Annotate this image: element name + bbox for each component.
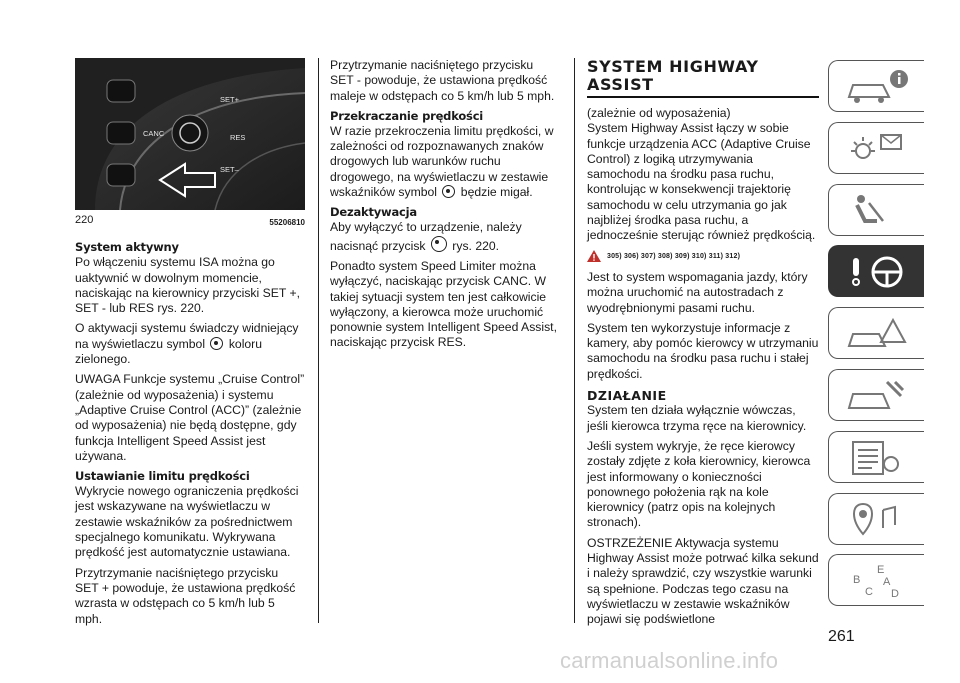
paragraph: System ten działa wyłącznie wówczas, jeśli kierowca trzyma ręce na kierownicy. bbox=[587, 403, 807, 433]
column-divider bbox=[574, 58, 575, 623]
steering-wheel-figure bbox=[75, 58, 305, 210]
index-alphabet-icon bbox=[843, 561, 913, 601]
tab-emergency[interactable] bbox=[828, 307, 924, 359]
heading-exceed: Przekraczanie prędkości bbox=[330, 108, 484, 123]
steering-controls-illustration bbox=[75, 58, 305, 210]
warning-references bbox=[587, 249, 819, 264]
paragraph: Po włączeniu systemu ISA można go uaktywnić w dowolnym momencie, naciskając na kierownicy przyciski SET +, SET - lub RES rys. 220. bbox=[75, 255, 300, 316]
cancel-label: CANC bbox=[143, 129, 165, 138]
text-fragment: koloru zielonego. bbox=[75, 336, 263, 367]
text-fragment: będzie migał. bbox=[460, 185, 533, 200]
text-fragment: rys. 220. bbox=[452, 238, 500, 253]
paragraph bbox=[330, 124, 560, 200]
paragraph: System Highway Assist łączy w sobie funkcje urządzenia ACC (Adaptive Cruise Control) z logiką utrzymywania samochodu na środku pasa ruchu, kontrolując w konsekwencji trajektorię samochodu w celu utrzymania go jak najbliżej środka pasa ruchu, a jednocześnie sterując również prędkością. bbox=[587, 121, 816, 243]
set-plus-label: SET+ bbox=[220, 95, 239, 104]
tab-index[interactable] bbox=[828, 554, 924, 606]
speed-limiter-icon bbox=[442, 185, 455, 198]
airbag-seat-icon bbox=[843, 191, 913, 231]
car-service-icon bbox=[843, 376, 913, 416]
figure-code: 55206810 bbox=[269, 218, 305, 227]
heading-system-active: System aktywny bbox=[75, 240, 179, 255]
text-fragment: Aby wyłączyć to urządzenie, należy nacisnąć przycisk bbox=[330, 220, 522, 253]
tab-technical-data[interactable] bbox=[828, 431, 924, 483]
paragraph: Przytrzymanie naciśniętego przycisku SET - powoduje, że ustawiona prędkość maleje w odstępach co 5 km/h lub 5 mph. bbox=[330, 58, 555, 103]
svg-text:B: B bbox=[853, 574, 861, 587]
watermark: carmanualsonline.info bbox=[560, 648, 779, 673]
paragraph bbox=[330, 220, 560, 254]
text-fragment: O aktywacji systemu świadczy widniejący na wyświetlaczu symbol bbox=[75, 321, 299, 351]
paragraph: Ponadto system Speed Limiter można wyłączyć, naciskając przycisk CANC. W takiej sytuacji system ten jest całkowicie wyłączony, a kierowca może uruchomić ponownie system Intelligent Speed Assist, naciskając przycisk RES. bbox=[330, 258, 557, 350]
tab-safety[interactable] bbox=[828, 184, 924, 236]
paragraph: System ten wykorzystuje informacje z kamery, aby pomóc kierowcy w utrzymaniu samochodu na środku pasa ruchu i stałej prędkości. bbox=[587, 320, 819, 381]
technical-data-icon bbox=[843, 438, 913, 478]
tab-dashboard-lights[interactable] bbox=[828, 122, 924, 174]
column-right bbox=[587, 58, 819, 633]
column-left bbox=[75, 58, 305, 632]
tab-multimedia[interactable] bbox=[828, 493, 924, 545]
paragraph: Przytrzymanie naciśniętego przycisku SET + powoduje, że ustawiona prędkość wzrasta w odstępach co 5 km/h lub 5 mph. bbox=[75, 565, 296, 626]
heading-set-limit: Ustawianie limitu prędkości bbox=[75, 469, 250, 484]
paragraph: Jeśli system wykryje, że ręce kierowcy zostały zdjęte z koła kierownicy, kierowca jest informowany o konieczności ponownego położenia rąk na kole kierownicy (patrz opis na kolejnych stronach). bbox=[587, 438, 811, 530]
heading-operation: DZIAŁANIE bbox=[587, 388, 667, 404]
warning-paragraph: OSTRZEŻENIE Aktywacja systemu Highway Assist może potrwać kilka sekund i należy sprawdzić, czy wszystkie warunki są spełnione. Podczas tego czasu na wyświetlaczu w zestawie wskaźników pojawi się podświetlone bbox=[587, 535, 819, 627]
svg-text:A: A bbox=[883, 576, 891, 589]
svg-text:C: C bbox=[865, 586, 873, 599]
chapter-tabs bbox=[828, 60, 924, 616]
multimedia-icon bbox=[843, 500, 913, 540]
warning-triangle-icon bbox=[587, 250, 601, 262]
reference-numbers: 305) 306) 307) 308) 309) 310) 311) 312) bbox=[607, 252, 741, 260]
car-warning-icon bbox=[843, 314, 913, 354]
figure-number: 220 bbox=[75, 214, 94, 226]
paragraph bbox=[75, 321, 305, 367]
page-number: 261 bbox=[828, 628, 855, 645]
car-info-icon bbox=[843, 67, 913, 107]
paragraph: Jest to system wspomagania jazdy, który można uruchomić na autostradach z wyodrębnionymi pasami ruchu. bbox=[587, 269, 808, 315]
tab-car-info[interactable] bbox=[828, 60, 924, 112]
svg-text:D: D bbox=[891, 588, 899, 601]
paragraph: (zależnie od wyposażenia) bbox=[587, 106, 731, 120]
figure-caption bbox=[75, 213, 305, 230]
tab-starting-driving[interactable] bbox=[828, 245, 924, 297]
text-fragment: W razie przekroczenia limitu prędkości, w zależności od rozpoznawanych znaków drogowych lub warunków ruchu drogowego, na wyświetlaczu w zestawie wskaźników symbol bbox=[330, 123, 554, 200]
column-divider bbox=[318, 58, 319, 623]
title-underline bbox=[587, 96, 819, 98]
svg-text:E: E bbox=[877, 564, 885, 577]
paragraph: Wykrycie nowego ograniczenia prędkości jest wskazywane na wyświetlaczu w zestawie wskaźników za pośrednictwem specjalnego komunikatu. Wykrywana prędkość jest automatycznie ustawiana. bbox=[75, 484, 299, 560]
column-middle bbox=[330, 58, 560, 356]
tab-maintenance[interactable] bbox=[828, 369, 924, 421]
speed-limiter-icon bbox=[210, 337, 223, 350]
set-minus-label: SET– bbox=[220, 165, 239, 174]
res-label: RES bbox=[230, 133, 246, 142]
note-paragraph: UWAGA Funkcje systemu „Cruise Control” (zależnie od wyposażenia) i systemu „Adaptive Cruise Control (ACC)” (zależnie od wyposażenia) nie będą dostępne, gdy funkcja Intelligent Speed Assist jest używana. bbox=[75, 372, 305, 463]
steering-wheel-key-icon bbox=[843, 252, 913, 292]
heading-deactivate: Dezaktywacja bbox=[330, 205, 417, 220]
dashboard-lights-icon bbox=[843, 129, 913, 169]
section-title: SYSTEM HIGHWAY ASSIST bbox=[587, 57, 759, 94]
speed-limiter-button-icon bbox=[431, 236, 447, 252]
